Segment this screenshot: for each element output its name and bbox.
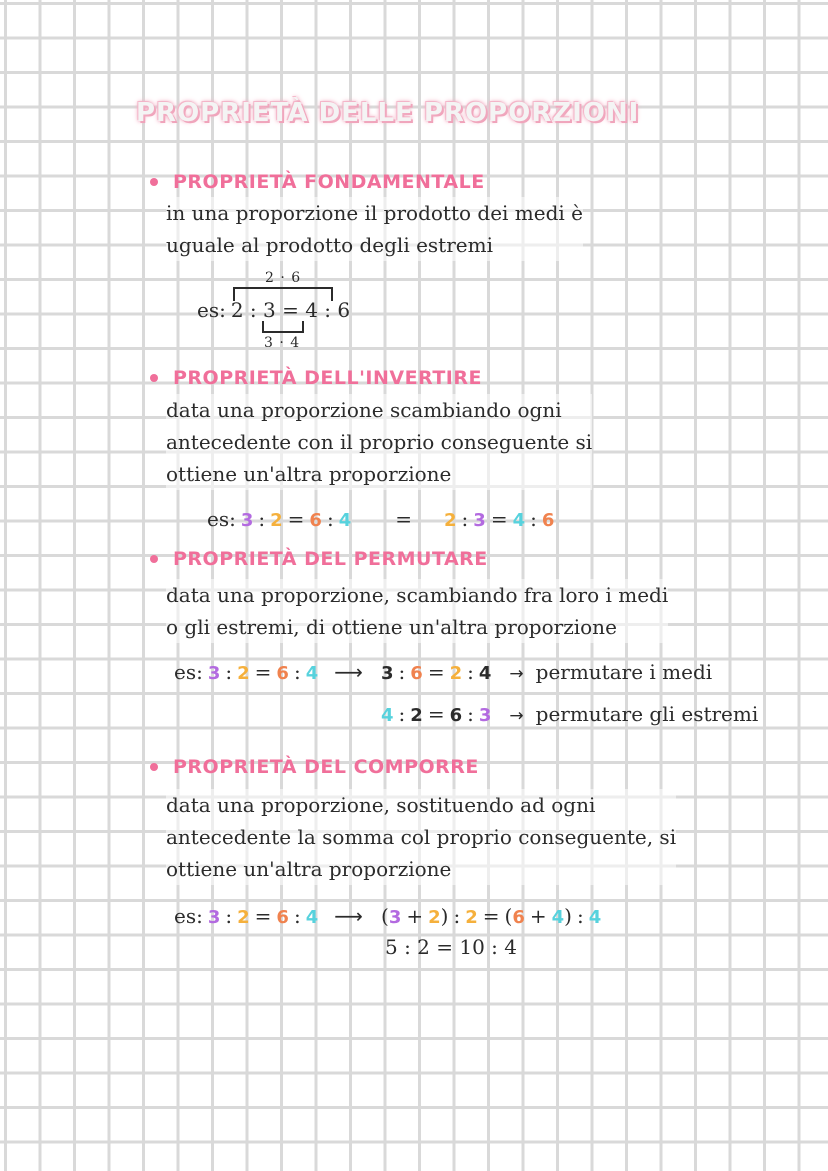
term: 2 [237, 907, 250, 928]
long-arrow-icon: ⟶ [334, 660, 363, 684]
term: 3 [473, 510, 486, 531]
paragraph-invertire [166, 394, 592, 490]
term: 6 [410, 663, 423, 684]
term: 2 [428, 907, 441, 928]
paren: ( [504, 904, 513, 928]
bullet-icon [150, 178, 158, 186]
arrow-icon: → [509, 706, 524, 726]
example-fondamentale [197, 298, 350, 322]
term: 2 [444, 510, 457, 531]
note-medi: permutare i medi [535, 660, 713, 684]
text-line: o gli estremi, di ottiene un'altra proporzione [166, 615, 617, 639]
term: 3 [207, 663, 221, 684]
term: 3 [381, 663, 394, 684]
text-line: antecedente con il proprio conseguente si [166, 430, 593, 454]
colon: : [576, 904, 584, 928]
term: 3 [388, 907, 402, 928]
example-label: es: [174, 660, 203, 684]
long-arrow-icon: ⟶ [334, 904, 363, 928]
bottom-product: 3 · 4 [264, 335, 301, 351]
equals: = [427, 660, 445, 684]
example-permutare-medi [381, 660, 712, 684]
term: 2 [237, 663, 250, 684]
paren: ( [381, 904, 389, 928]
example-comporre-composed [381, 904, 601, 928]
term: 2 [270, 510, 283, 531]
heading-invertire-text: PROPRIETÀ DELL'INVERTIRE [173, 367, 482, 389]
equals: = [490, 507, 508, 531]
bullet-icon [150, 374, 158, 382]
example-permutare-estremi [381, 702, 758, 726]
heading-permutare-text: PROPRIETÀ DEL PERMUTARE [173, 548, 488, 570]
example-expression: 2 : 3 = 4 : 6 [230, 298, 351, 322]
heading-fondamentale-text: PROPRIETÀ FONDAMENTALE [173, 171, 485, 193]
term: 6 [309, 510, 322, 531]
term: 6 [512, 907, 525, 928]
colon: : [293, 904, 301, 928]
text-line: data una proporzione, sostituendo ad ogni [166, 793, 596, 817]
term: 6 [541, 510, 555, 531]
plus: + [406, 904, 424, 928]
text-line: ottiene un'altra proporzione [166, 462, 452, 486]
top-product: 2 · 6 [265, 270, 302, 286]
paragraph-permutare [166, 579, 668, 643]
plus: + [529, 904, 547, 928]
text-line: antecedente la somma col proprio conseguente, si [166, 825, 677, 849]
colon: : [225, 660, 233, 684]
example-permutare-left [174, 660, 363, 684]
heading-comporre [150, 756, 479, 778]
term: 4 [338, 510, 352, 531]
example-invertire [207, 507, 554, 531]
paragraph-comporre [166, 789, 676, 885]
bullet-icon [150, 763, 158, 771]
heading-comporre-text: PROPRIETÀ DEL COMPORRE [173, 756, 479, 778]
heading-invertire [150, 367, 482, 389]
colon: : [258, 507, 266, 531]
colon: : [467, 660, 474, 684]
colon: : [530, 507, 537, 531]
term: 4 [478, 663, 492, 684]
arrow-icon: → [509, 664, 524, 684]
equals: = [254, 904, 272, 928]
bracket-means [262, 321, 304, 333]
term: 4 [551, 907, 565, 928]
text-line: data una proporzione, scambiando fra loro i medi [166, 583, 669, 607]
term: 2 [465, 907, 478, 928]
term: 2 [410, 705, 423, 726]
term: 4 [588, 907, 602, 928]
example-comporre-result [385, 935, 517, 959]
term: 4 [512, 510, 526, 531]
term: 3 [240, 510, 254, 531]
example-comporre-left [174, 904, 363, 928]
colon: : [293, 660, 301, 684]
text-line: ottiene un'altra proporzione [166, 857, 452, 881]
result-expression: 5 : 2 = 10 : 4 [385, 935, 518, 959]
paragraph-fondamentale [166, 197, 583, 261]
term: 3 [207, 907, 221, 928]
equals: = [482, 904, 500, 928]
term: 4 [305, 663, 319, 684]
term: 6 [276, 663, 289, 684]
colon: : [326, 507, 334, 531]
equals: = [254, 660, 272, 684]
equals: = [287, 507, 305, 531]
equivalence: = [395, 507, 412, 531]
paren: ) [440, 904, 449, 928]
colon: : [453, 904, 461, 928]
term: 4 [305, 907, 319, 928]
example-label: es: [197, 298, 226, 322]
heading-permutare [150, 548, 488, 570]
colon: : [467, 702, 474, 726]
heading-fondamentale [150, 171, 485, 193]
note-estremi: permutare gli estremi [535, 702, 759, 726]
example-label: es: [207, 507, 236, 531]
term: 3 [478, 705, 492, 726]
paren: ) [564, 904, 572, 928]
term: 4 [381, 705, 394, 726]
colon: : [225, 904, 233, 928]
text-line: in una proporzione il prodotto dei medi è [166, 201, 583, 225]
text-line: data una proporzione scambiando ogni [166, 398, 562, 422]
equals: = [427, 702, 445, 726]
term: 2 [449, 663, 463, 684]
example-label: es: [174, 904, 203, 928]
bullet-icon [150, 555, 158, 563]
colon: : [398, 702, 406, 726]
page-title: PROPRIETÀ DELLE PROPORZIONI [136, 98, 640, 128]
term: 6 [276, 907, 289, 928]
colon: : [398, 660, 406, 684]
term: 6 [449, 705, 463, 726]
colon: : [461, 507, 469, 531]
text-line: uguale al prodotto degli estremi [166, 233, 493, 257]
